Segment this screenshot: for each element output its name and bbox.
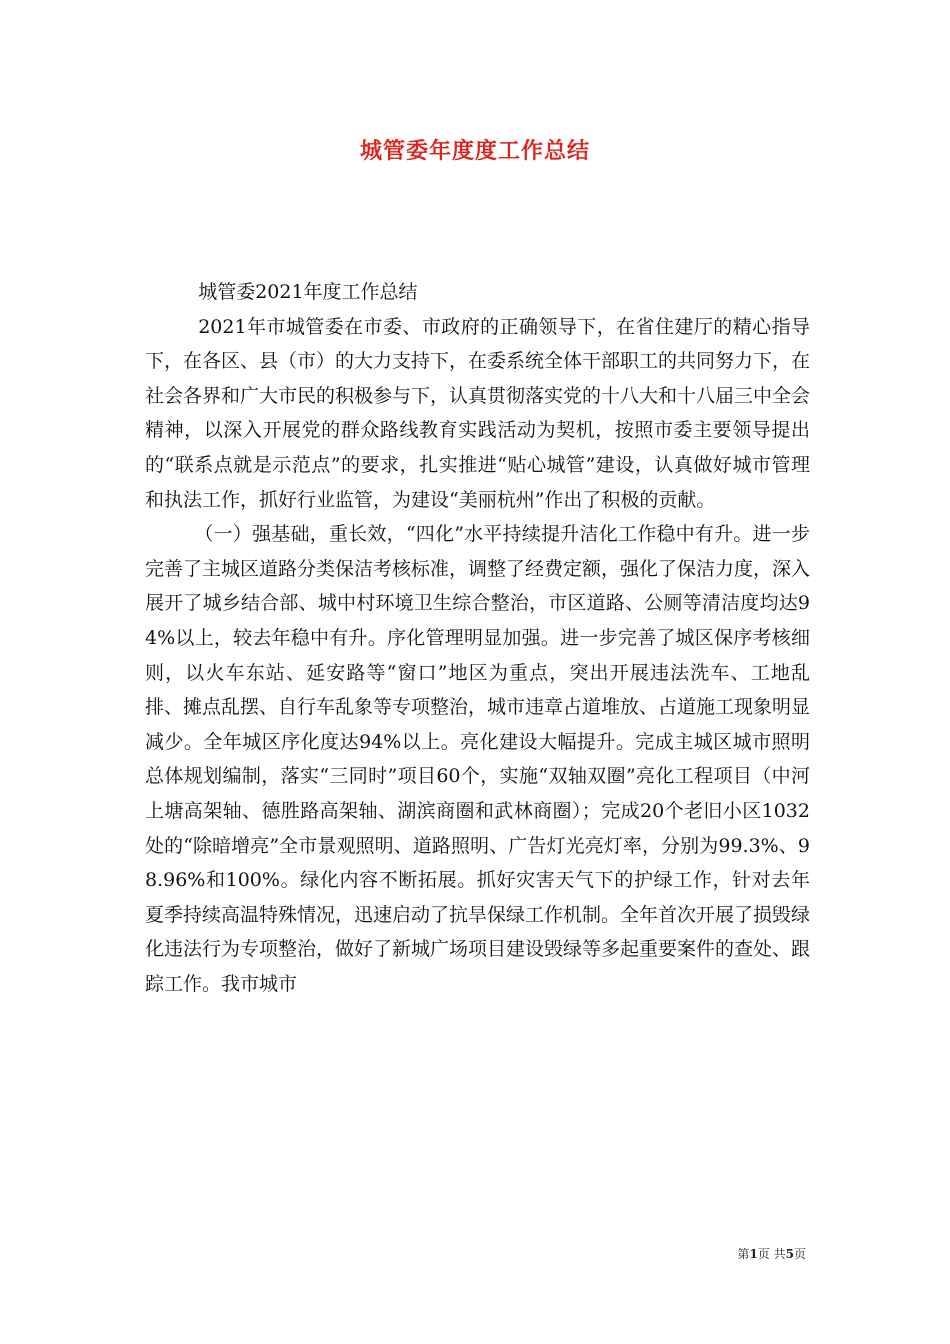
footer-suffix: 页 bbox=[793, 1247, 806, 1261]
footer-middle: 页 共 bbox=[757, 1247, 786, 1261]
document-title: 城管委年度度工作总结 bbox=[359, 138, 590, 164]
paragraph-subtitle: 城管委2021年度工作总结 bbox=[198, 281, 418, 303]
footer-prefix: 第 bbox=[737, 1247, 750, 1261]
footer-total-pages: 5 bbox=[785, 1247, 794, 1261]
paragraph-section-1: （一）强基础，重长效，“四化”水平持续提升洁化工作稳中有升。进一步完善了主城区道路分类保洁考核标准，调整了经费定额，强化了保洁力度，深入展开了城乡结合部、城中村环境卫生综合整治，市区道路、公厕等清洁度均达94%以上，较去年稳中有升。序化管理明显加强。进一步完善了城区保序考核细则，以火车东站、延安路等“窗口”地区为重点，突出开展违法洗车、工地乱排、摊点乱摆、自行车乱象等专项整治，城市违章占道堆放、占道施工现象明显减少。全年城区序化度达94%以上。亮化建设大幅提升。完成主城区城市照明总体规划编制，落实“三同时”项目60个，实施“双轴双圈”亮化工程项目（中河上塘高架轴、德胜路高架轴、湖滨商圈和武林商圈）；完成20个老旧小区1032处的“除暗增亮”全市景观照明、道路照明、广告灯光亮灯率，分别为99.3%、98.96%和100%。绿化内容不断拓展。抓好灾害天气下的护绿工作，针对去年夏季持续高温特殊情况，迅速启动了抗旱保绿工作机制。全年首次开展了损毁绿化违法行为专项整治，做好了新城广场项目建设毁绿等多起重要案件的查处、跟踪工作。我市城市 bbox=[145, 523, 811, 995]
paragraph-intro: 2021年市城管委在市委、市政府的正确领导下，在省住建厅的精心指导下，在各区、县（市）的大力支持下，在委系统全体干部职工的共同努力下，在社会各界和广大市民的积极参与下，认真贯彻落实党的十八大和十八届三中全会精神，以深入开展党的群众路线教育实践活动为契机，按照市委主要领导提出的“联系点就是示范点”的要求，扎实推进“贴心城管”建设，认真做好城市管理和执法工作，抓好行业监管，为建设“美丽杭州”作出了积极的贡献。 bbox=[145, 315, 811, 511]
document-body bbox=[145, 275, 810, 1001]
footer-page-number: 1 bbox=[749, 1247, 758, 1261]
page-footer bbox=[737, 1245, 806, 1262]
